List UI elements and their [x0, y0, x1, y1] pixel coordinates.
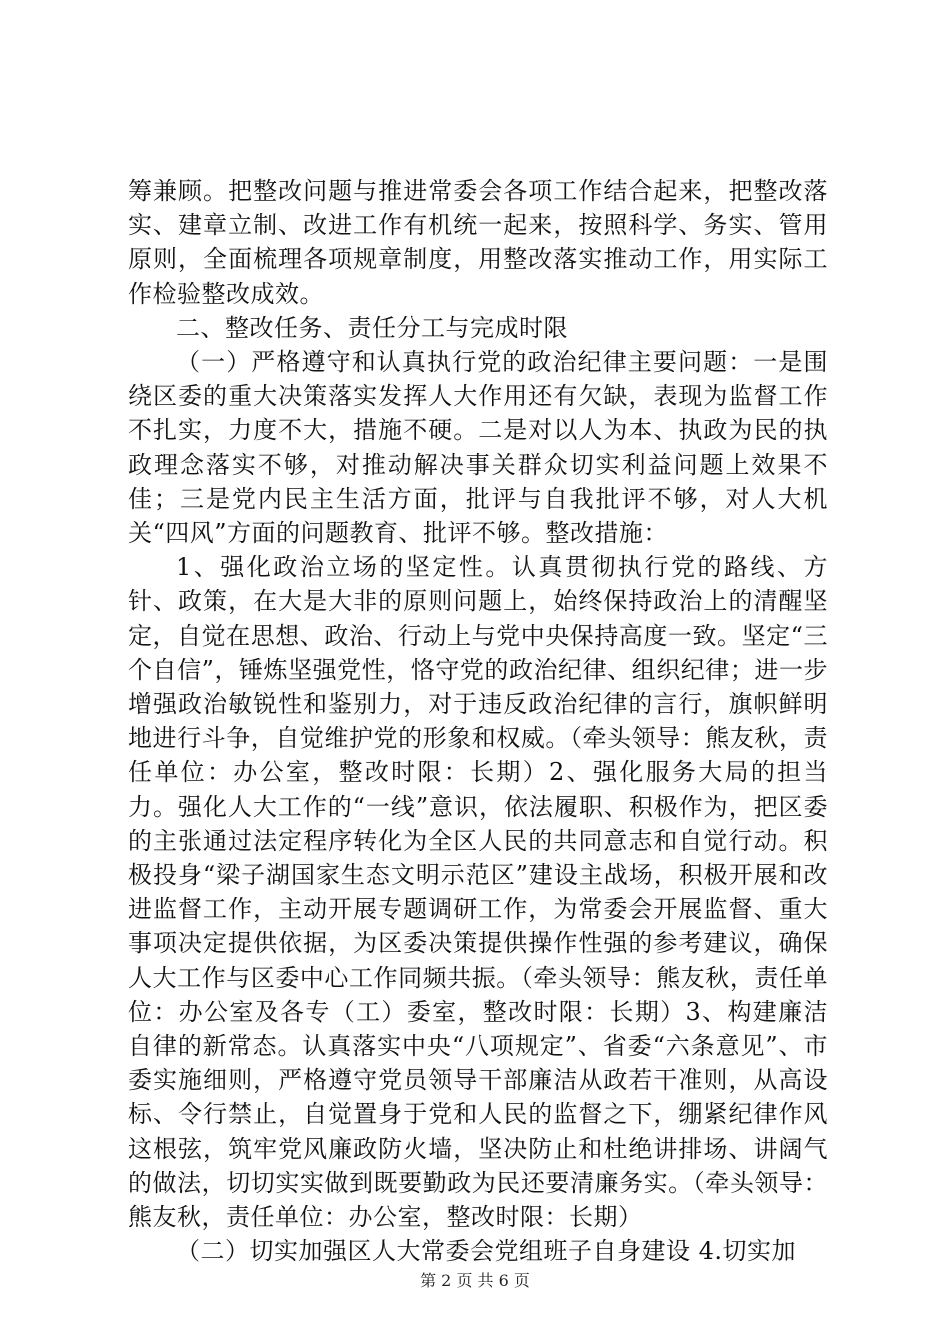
paragraph-item-2: （二）切实加强区人大常委会党组班子自身建设 4.切实加	[176, 1237, 797, 1266]
paragraph-continuation: 筹兼顾。把整改问题与推进常委会各项工作结合起来，把整改落实、建章立制、改进工作有机统一起来，按照科学、务实、管用原则，全面梳理各项规章制度，用整改落实推动工作，用实际工作检验整改成效。	[128, 177, 828, 308]
page-number: 第 2 页 共 6 页	[420, 1271, 530, 1290]
paragraph-measures: 1、强化政治立场的坚定性。认真贯彻执行党的路线、方针、政策，在大是大非的原则问题上，始终保持政治上的清醒坚定，自觉在思想、政治、行动上与党中央保持高度一致。坚定“三个自信”，锤炼坚强党性，恪守党的政治纪律、组织纪律；进一步增强政治敏锐性和鉴别力，对于违反政治纪律的言行，旗帜鲜明地进行斗争，自觉维护党的形象和权威。（牵头领导：熊友秋，责任单位：办公室，整改时限：长期）2、强化服务大局的担当力。强化人大工作的“一线”意识，依法履职、积极作为，把区委的主张通过法定程序转化为全区人民的共同意志和自觉行动。积极投身“梁子湖国家生态文明示范区”建设主战场，积极开展和改进监督工作，主动开展专题调研工作，为常委会开展监督、重大事项决定提供依据，为区委决策提供操作性强的参考建议，确保人大工作与区委中心工作同频共振。（牵头领导：熊友秋，责任单位：办公室及各专（工）委室，整改时限：长期）3、构建廉洁自律的新常态。认真落实中央“八项规定”、省委“六条意见”、市委实施细则，严格遵守党员领导干部廉洁从政若干准则，从高设标、令行禁止，自觉置身于党和人民的监督之下，绷紧纪律作风这根弦，筑牢党风廉政防火墙，坚决防止和杜绝讲排场、讲阔气的做法，切切实实做到既要勤政为民还要清廉务实。（牵头领导：熊友秋，责任单位：办公室，整改时限：长期）	[128, 553, 828, 1232]
document-body	[128, 174, 828, 1269]
section-heading: 二、整改任务、责任分工与完成时限	[176, 313, 568, 342]
paragraph-item-1: （一）严格遵守和认真执行党的政治纪律主要问题：一是围绕区委的重大决策落实发挥人大作用还有欠缺，表现为监督工作不扎实，力度不大，措施不硬。二是对以人为本、执政为民的执政理念落实不够，对推动解决事关群众切实利益问题上效果不佳；三是党内民主生活方面，批评与自我批评不够，对人大机关“四风”方面的问题教育、批评不够。整改措施：	[128, 348, 828, 548]
